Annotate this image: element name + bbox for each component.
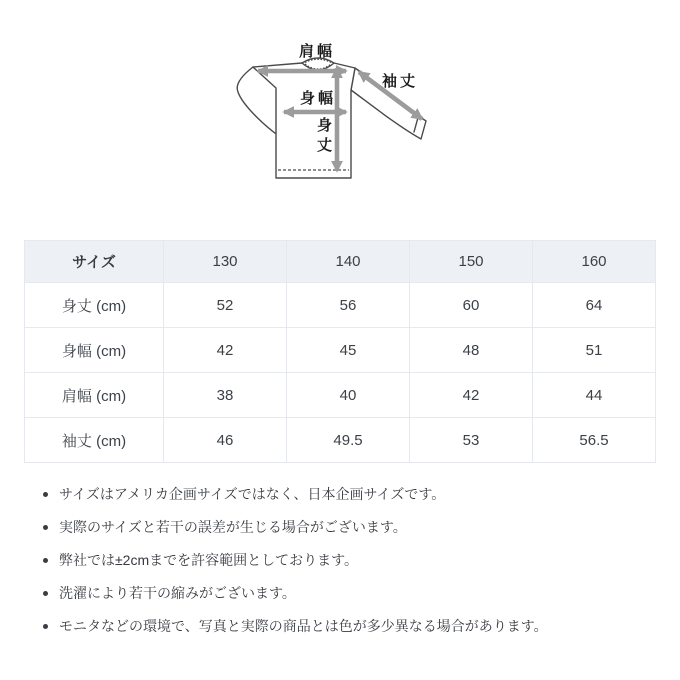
row-label: 肩幅 (cm) <box>25 373 164 418</box>
size-table <box>24 240 656 463</box>
note-item <box>40 583 656 603</box>
bullet-dot <box>43 492 48 497</box>
note-item <box>40 517 656 537</box>
cell: 48 <box>410 328 533 373</box>
bullet-dot <box>43 558 48 563</box>
cell: 51 <box>533 328 656 373</box>
note-text: サイズはアメリカ企画サイズではなく、日本企画サイズです。 <box>59 486 446 502</box>
cell: 60 <box>410 283 533 328</box>
table-row <box>25 283 656 328</box>
sleeve-length-label: 袖丈 <box>382 73 419 90</box>
size-column-header: 150 <box>410 241 533 283</box>
shoulder-width-label: 肩幅 <box>299 43 336 60</box>
shirt-outline-drawing <box>230 30 470 220</box>
bullet-dot <box>43 624 48 629</box>
shirt-measurement-diagram <box>230 30 470 220</box>
note-text: 洗濯により若干の縮みがございます。 <box>59 585 296 601</box>
size-column-header: 160 <box>533 241 656 283</box>
table-row <box>25 418 656 463</box>
row-label: 身幅 (cm) <box>25 328 164 373</box>
cell: 40 <box>287 373 410 418</box>
notes-list <box>40 484 656 649</box>
table-row <box>25 373 656 418</box>
cell: 42 <box>410 373 533 418</box>
row-label: 袖丈 (cm) <box>25 418 164 463</box>
cell: 56.5 <box>533 418 656 463</box>
note-item <box>40 616 656 636</box>
bullet-dot <box>43 525 48 530</box>
note-text: 弊社では±2cmまでを許容範囲としております。 <box>59 552 359 568</box>
body-length-label: 身丈 <box>315 117 332 157</box>
note-item <box>40 550 656 570</box>
bullet-dot <box>43 591 48 596</box>
body-width-label: 身幅 <box>300 90 337 107</box>
row-label: 身丈 (cm) <box>25 283 164 328</box>
cell: 49.5 <box>287 418 410 463</box>
cell: 44 <box>533 373 656 418</box>
cell: 64 <box>533 283 656 328</box>
cell: 52 <box>164 283 287 328</box>
size-table-header-row <box>25 241 656 283</box>
note-text: 実際のサイズと若干の誤差が生じる場合がございます。 <box>59 519 407 535</box>
note-item <box>40 484 656 504</box>
cell: 45 <box>287 328 410 373</box>
note-text: モニタなどの環境で、写真と実際の商品とは色が多少異なる場合があります。 <box>59 618 548 634</box>
size-column-header: 130 <box>164 241 287 283</box>
table-row <box>25 328 656 373</box>
cell: 38 <box>164 373 287 418</box>
cell: 46 <box>164 418 287 463</box>
cell: 53 <box>410 418 533 463</box>
cell: 42 <box>164 328 287 373</box>
cell: 56 <box>287 283 410 328</box>
size-column-header: 140 <box>287 241 410 283</box>
size-table-corner-header: サイズ <box>25 241 164 283</box>
